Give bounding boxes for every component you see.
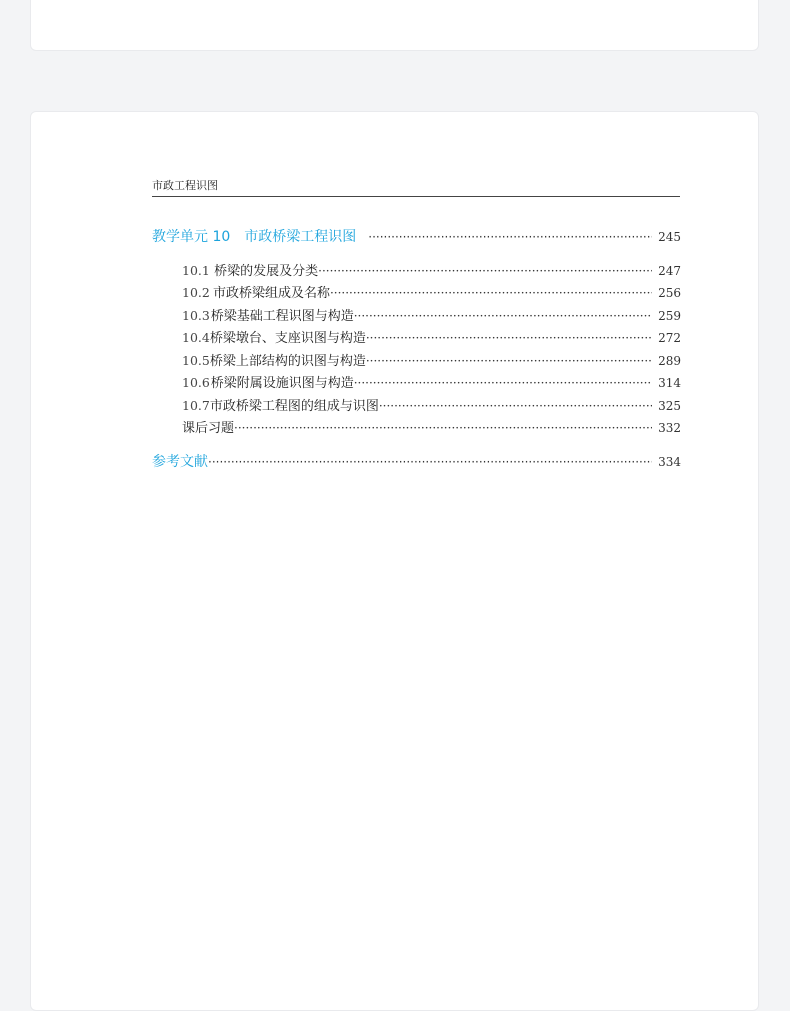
leader-dots — [368, 230, 652, 244]
section-page-number: 259 — [658, 309, 681, 323]
section-title: 桥梁附属设施识图与构造 — [210, 376, 354, 391]
leader-dots — [354, 376, 652, 390]
section-title: 桥梁上部结构的识图与构造 — [209, 354, 366, 369]
toc-section-entry[interactable] — [182, 260, 681, 279]
running-header: 市政工程识图 — [152, 178, 680, 197]
section-number: 10.7 — [182, 398, 210, 413]
section-title: 桥梁的发展及分类 — [214, 264, 319, 279]
leader-dots — [330, 286, 652, 300]
section-title: 市政桥梁工程图的组成与识图 — [209, 399, 379, 414]
toc-exercises-entry[interactable] — [182, 417, 681, 436]
chapter-label: 教学单元 10 — [152, 229, 231, 245]
section-page-number: 314 — [658, 376, 681, 390]
leader-dots — [379, 399, 652, 413]
toc-chapter-entry[interactable] — [152, 226, 681, 246]
leader-dots — [366, 331, 652, 345]
references-title: 参考文献 — [152, 454, 208, 470]
section-number: 10.2 — [182, 285, 210, 300]
toc-references-entry[interactable] — [152, 451, 681, 471]
previous-page-card — [30, 0, 759, 51]
leader-dots — [354, 309, 652, 323]
section-page-number: 325 — [658, 399, 681, 413]
leader-dots — [366, 354, 652, 368]
section-number: 10.6 — [182, 375, 210, 390]
section-number: 10.4 — [182, 330, 210, 345]
toc-section-entry[interactable] — [182, 395, 681, 414]
section-number: 10.1 — [182, 263, 210, 278]
section-page-number: 247 — [658, 264, 681, 278]
leader-dots — [234, 421, 652, 435]
chapter-page-number: 245 — [658, 230, 681, 244]
references-page-number: 334 — [658, 455, 681, 469]
section-number: 10.5 — [182, 353, 210, 368]
toc-section-entry[interactable] — [182, 350, 681, 369]
section-title: 桥梁墩台、支座识图与构造 — [209, 331, 366, 346]
leader-dots — [318, 264, 652, 278]
section-title: 桥梁基础工程识图与构造 — [210, 309, 354, 324]
section-number: 10.3 — [182, 308, 210, 323]
section-page-number: 256 — [658, 286, 681, 300]
toc-section-entry[interactable] — [182, 372, 681, 391]
leader-dots — [208, 455, 652, 469]
exercises-page-number: 332 — [658, 421, 681, 435]
chapter-title: 市政桥梁工程识图 — [244, 229, 357, 245]
toc-section-entry[interactable] — [182, 305, 681, 324]
toc-section-entry[interactable] — [182, 327, 681, 346]
toc-section-entry[interactable] — [182, 282, 681, 301]
section-page-number: 272 — [658, 331, 681, 345]
exercises-title: 课后习题 — [182, 421, 235, 436]
section-title: 市政桥梁组成及名称 — [212, 286, 330, 301]
page-card — [30, 111, 759, 1011]
section-page-number: 289 — [658, 354, 681, 368]
